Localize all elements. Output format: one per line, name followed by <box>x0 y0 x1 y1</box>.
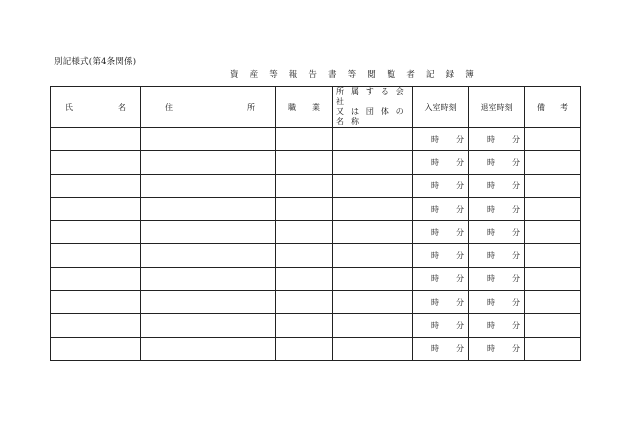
header-entry-time: 入室時刻 <box>413 87 469 128</box>
exit-time-cell[interactable] <box>469 314 525 337</box>
entry-time-cell[interactable] <box>413 221 469 244</box>
occupation-cell[interactable] <box>276 337 333 360</box>
hour-unit: 時 <box>431 134 439 144</box>
table-row <box>51 267 581 290</box>
address-cell[interactable] <box>141 314 276 337</box>
exit-time-cell[interactable] <box>469 151 525 174</box>
entry-time-cell[interactable] <box>413 291 469 314</box>
table-row <box>51 197 581 220</box>
minute-unit: 分 <box>512 344 520 354</box>
address-cell[interactable] <box>141 174 276 197</box>
table-row <box>51 291 581 314</box>
remarks-cell[interactable] <box>525 197 581 220</box>
minute-unit: 分 <box>456 181 464 191</box>
hour-unit: 時 <box>487 274 495 284</box>
log-body <box>51 128 581 361</box>
remarks-cell[interactable] <box>525 267 581 290</box>
exit-time-cell[interactable] <box>469 174 525 197</box>
hour-unit: 時 <box>431 227 439 237</box>
minute-unit: 分 <box>456 134 464 144</box>
affiliation-cell[interactable] <box>333 174 413 197</box>
occupation-cell[interactable] <box>276 291 333 314</box>
hour-unit: 時 <box>487 181 495 191</box>
minute-unit: 分 <box>456 157 464 167</box>
form-title: 資 産 等 報 告 書 等 閲 覧 者 記 録 簿 <box>230 70 478 80</box>
name-cell[interactable] <box>51 244 141 267</box>
table-row <box>51 174 581 197</box>
remarks-cell[interactable] <box>525 151 581 174</box>
affiliation-cell[interactable] <box>333 221 413 244</box>
remarks-cell[interactable] <box>525 128 581 151</box>
header-name: 氏 名 <box>51 87 141 128</box>
name-cell[interactable] <box>51 174 141 197</box>
occupation-cell[interactable] <box>276 221 333 244</box>
header-remarks: 備 考 <box>525 87 581 128</box>
form-label: 別記様式(第4条関係) <box>54 57 137 67</box>
entry-time-cell[interactable] <box>413 267 469 290</box>
header-occupation: 職 業 <box>276 87 333 128</box>
header-address: 住 所 <box>141 87 276 128</box>
table-row <box>51 314 581 337</box>
name-cell[interactable] <box>51 197 141 220</box>
header-affiliation: 所 属 す る 会 社 又 は 団 体 の 名 称 <box>333 87 413 128</box>
exit-time-cell[interactable] <box>469 244 525 267</box>
header-row <box>51 87 581 128</box>
address-cell[interactable] <box>141 221 276 244</box>
hour-unit: 時 <box>431 321 439 331</box>
minute-unit: 分 <box>512 157 520 167</box>
entry-time-cell[interactable] <box>413 151 469 174</box>
minute-unit: 分 <box>456 321 464 331</box>
remarks-cell[interactable] <box>525 337 581 360</box>
name-cell[interactable] <box>51 337 141 360</box>
minute-unit: 分 <box>512 227 520 237</box>
entry-time-cell[interactable] <box>413 244 469 267</box>
address-cell[interactable] <box>141 291 276 314</box>
affiliation-cell[interactable] <box>333 197 413 220</box>
table-row <box>51 244 581 267</box>
minute-unit: 分 <box>456 204 464 214</box>
entry-time-cell[interactable] <box>413 314 469 337</box>
hour-unit: 時 <box>431 157 439 167</box>
affiliation-cell[interactable] <box>333 151 413 174</box>
entry-time-cell[interactable] <box>413 128 469 151</box>
minute-unit: 分 <box>512 297 520 307</box>
hour-unit: 時 <box>431 251 439 261</box>
hour-unit: 時 <box>431 297 439 307</box>
minute-unit: 分 <box>512 321 520 331</box>
affiliation-cell[interactable] <box>333 314 413 337</box>
exit-time-cell[interactable] <box>469 267 525 290</box>
name-cell[interactable] <box>51 314 141 337</box>
exit-time-cell[interactable] <box>469 197 525 220</box>
entry-time-cell[interactable] <box>413 197 469 220</box>
hour-unit: 時 <box>431 344 439 354</box>
affiliation-cell[interactable] <box>333 291 413 314</box>
minute-unit: 分 <box>512 204 520 214</box>
visitor-log-table <box>50 86 581 361</box>
minute-unit: 分 <box>456 344 464 354</box>
name-cell[interactable] <box>51 267 141 290</box>
minute-unit: 分 <box>512 134 520 144</box>
affiliation-cell[interactable] <box>333 128 413 151</box>
exit-time-cell[interactable] <box>469 337 525 360</box>
name-cell[interactable] <box>51 291 141 314</box>
occupation-cell[interactable] <box>276 267 333 290</box>
affiliation-cell[interactable] <box>333 244 413 267</box>
occupation-cell[interactable] <box>276 314 333 337</box>
affiliation-cell[interactable] <box>333 337 413 360</box>
entry-time-cell[interactable] <box>413 337 469 360</box>
remarks-cell[interactable] <box>525 221 581 244</box>
hour-unit: 時 <box>487 134 495 144</box>
minute-unit: 分 <box>456 251 464 261</box>
address-cell[interactable] <box>141 128 276 151</box>
hour-unit: 時 <box>431 274 439 284</box>
name-cell[interactable] <box>51 151 141 174</box>
address-cell[interactable] <box>141 244 276 267</box>
hour-unit: 時 <box>487 344 495 354</box>
hour-unit: 時 <box>487 321 495 331</box>
minute-unit: 分 <box>456 274 464 284</box>
table-row <box>51 128 581 151</box>
exit-time-cell[interactable] <box>469 291 525 314</box>
occupation-cell[interactable] <box>276 197 333 220</box>
address-cell[interactable] <box>141 267 276 290</box>
minute-unit: 分 <box>456 227 464 237</box>
header-exit-time: 退室時刻 <box>469 87 525 128</box>
hour-unit: 時 <box>431 181 439 191</box>
occupation-cell[interactable] <box>276 244 333 267</box>
occupation-cell[interactable] <box>276 151 333 174</box>
affiliation-cell[interactable] <box>333 267 413 290</box>
hour-unit: 時 <box>487 227 495 237</box>
minute-unit: 分 <box>512 251 520 261</box>
address-cell[interactable] <box>141 151 276 174</box>
address-cell[interactable] <box>141 197 276 220</box>
table-row <box>51 337 581 360</box>
minute-unit: 分 <box>456 297 464 307</box>
occupation-cell[interactable] <box>276 128 333 151</box>
hour-unit: 時 <box>487 204 495 214</box>
name-cell[interactable] <box>51 221 141 244</box>
entry-time-cell[interactable] <box>413 174 469 197</box>
minute-unit: 分 <box>512 274 520 284</box>
table-row <box>51 151 581 174</box>
table-row <box>51 221 581 244</box>
occupation-cell[interactable] <box>276 174 333 197</box>
hour-unit: 時 <box>487 157 495 167</box>
address-cell[interactable] <box>141 337 276 360</box>
exit-time-cell[interactable] <box>469 128 525 151</box>
exit-time-cell[interactable] <box>469 221 525 244</box>
hour-unit: 時 <box>431 204 439 214</box>
remarks-cell[interactable] <box>525 244 581 267</box>
remarks-cell[interactable] <box>525 314 581 337</box>
minute-unit: 分 <box>512 181 520 191</box>
hour-unit: 時 <box>487 251 495 261</box>
remarks-cell[interactable] <box>525 291 581 314</box>
name-cell[interactable] <box>51 128 141 151</box>
hour-unit: 時 <box>487 297 495 307</box>
remarks-cell[interactable] <box>525 174 581 197</box>
